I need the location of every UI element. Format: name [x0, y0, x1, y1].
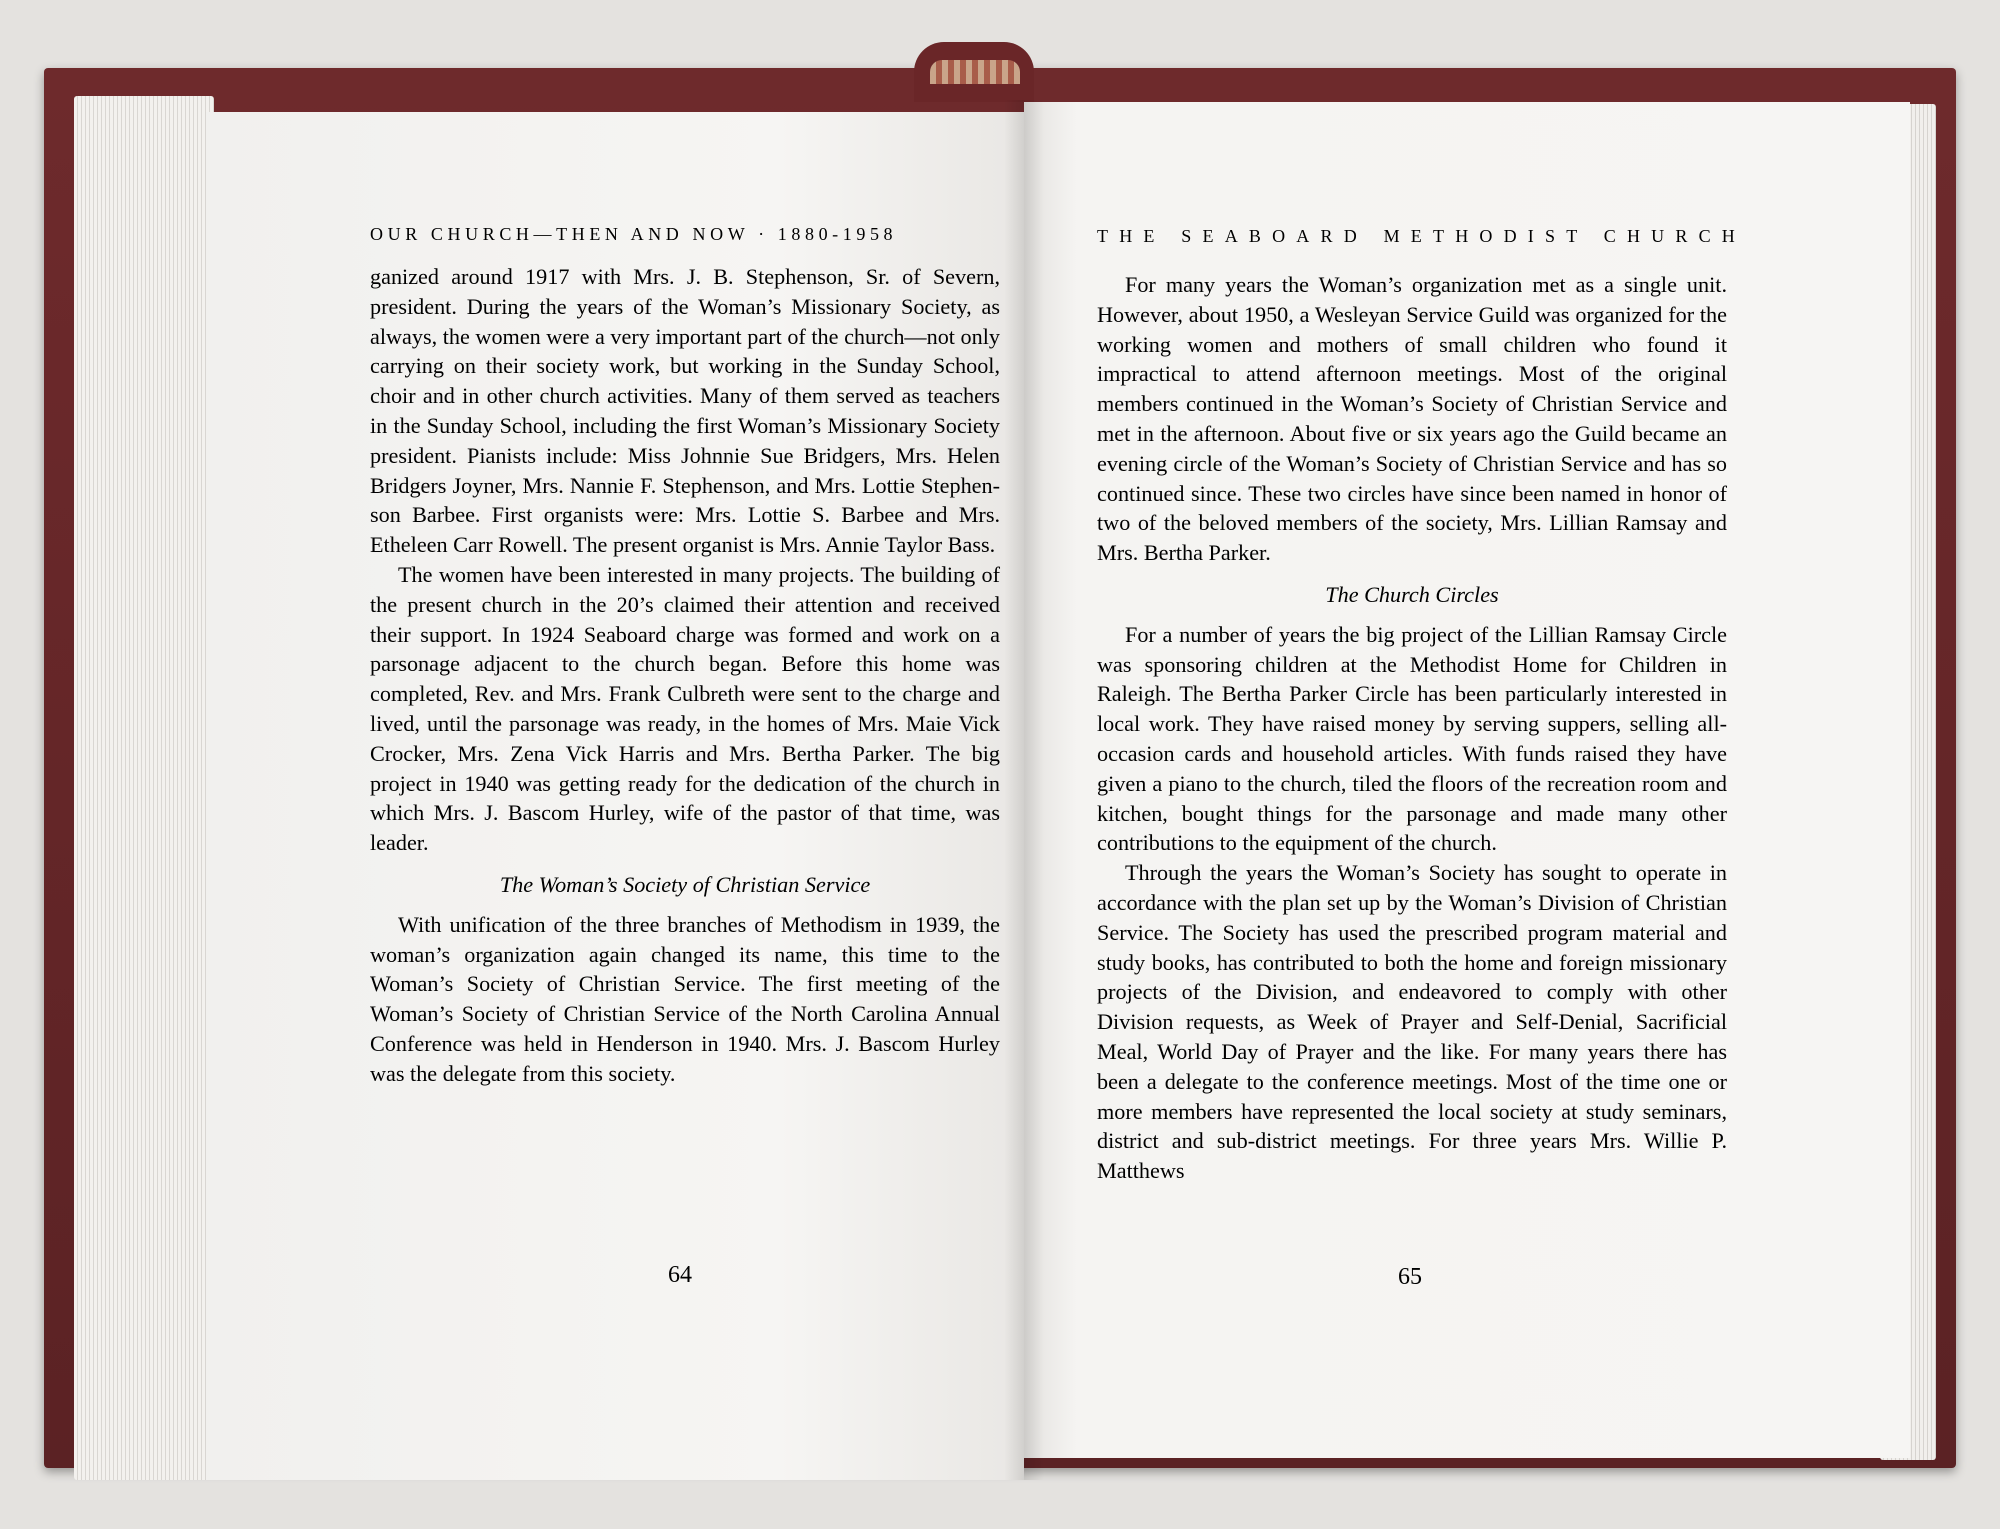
right-page-text	[1097, 270, 1727, 1186]
left-paragraph: The women have been interested in many projects. The building of the present church in the 20’s claimed their attention and received their support. In 1924 Seaboard charge was formed and work on a parsonage adjacent to the church began. Before this home was completed, Rev. and Mrs. Frank Culbreth were sent to the charge and lived, until the parsonage was ready, in the homes of Mrs. Maie Vick Crocker, Mrs. Zena Vick Harris and Mrs. Bertha Parker. The big project in 1940 was getting ready for the dedication of the church in which Mrs. J. Bascom Hurley, wife of the pastor of that time, was leader.	[370, 561, 1000, 856]
left-paragraph: ganized around 1917 with Mrs. J. B. Stephenson, Sr. of Severn, president. During the years of the Woman’s Missionary Society, as always, the women were a very important part of the church—not only carrying on their society work, but working in the Sunday School, choir and in other church activities. Many of them served as teachers in the Sunday School, including the first Woman’s Missionary Society president. Pianists include: Miss Johnnie Sue Bridgers, Mrs. Helen Bridgers Joyner, Mrs. Nannie F. Stephenson, and Mrs. Lottie Stephenson Barbee. First organists were: Mrs. Lottie S. Barbee and Mrs. Etheleen Carr Rowell. The present organist is Mrs. Annie Taylor Bass.	[370, 264, 1000, 558]
right-subheading: The Church Circles	[1325, 581, 1499, 607]
left-running-head: OUR CHURCH—THEN AND NOW · 1880-1958	[370, 224, 898, 244]
page-edges-left	[74, 96, 214, 1480]
left-subheading: The Woman’s Society of Christian Service	[499, 871, 871, 897]
right-paragraph: For a number of years the big project of the Lillian Ramsay Circle was sponsoring children at the Methodist Home for Children in Raleigh. The Bertha Parker Circle has been particularly interested in local work. They have raised money by serving suppers, selling all-occasion cards and household articles. With funds raised they have given a piano to the church, tiled the floors of the recreation room and kitchen, bought things for the parsonage and made many other contributions to the equipment of the church.	[1097, 621, 1727, 856]
right-paragraph: Through the years the Woman’s Society has sought to operate in accordance with the plan set up by the Woman’s Division of Christian Service. The Society has used the prescribed program material and study books, has contributed to both the home and foreign missionary projects of the Division, and endeavored to comply with other Division requests, as Week of Prayer and Self-Denial, Sacrificial Meal, World Day of Prayer and the like. For many years there has been a delegate to the conference meetings. Most of the time one or more members have represented the local society at study seminars, district and sub-district meetings. For three years Mrs. Willie P. Matthews	[1097, 860, 1727, 1184]
book-headband	[930, 60, 1020, 84]
right-paragraph: For many years the Woman’s organization met as a single unit. However, about 1950, a Wesleyan Service Guild was organized for the working women and mothers of small children who found it impractical to attend afternoon meetings. Most of the original members continued in the Woman’s Society of Christian Service and met in the afternoon. About five or six years ago the Guild became an evening circle of the Woman’s Society of Christian Service and has so continued since. These two circles have since been named in honor of two of the beloved members of the society, Mrs. Lillian Ramsay and Mrs. Bertha Parker.	[1097, 272, 1727, 566]
right-running-head: THE SEABOARD METHODIST CHURCH	[1097, 226, 1746, 246]
left-page-number: 64	[668, 1262, 692, 1288]
right-page-number: 65	[1398, 1264, 1422, 1290]
left-paragraph: With unification of the three branches of Methodism in 1939, the woman’s organization again changed its name, this time to the Woman’s Society of Christian Service. The first meeting of the Woman’s Society of Christian Service of the North Carolina Annual Conference was held in Henderson in 1940. Mrs. J. Bascom Hurley was the delegate from this society.	[370, 911, 1000, 1086]
book-gutter	[1004, 100, 1044, 1480]
left-page-text	[370, 262, 1000, 1089]
